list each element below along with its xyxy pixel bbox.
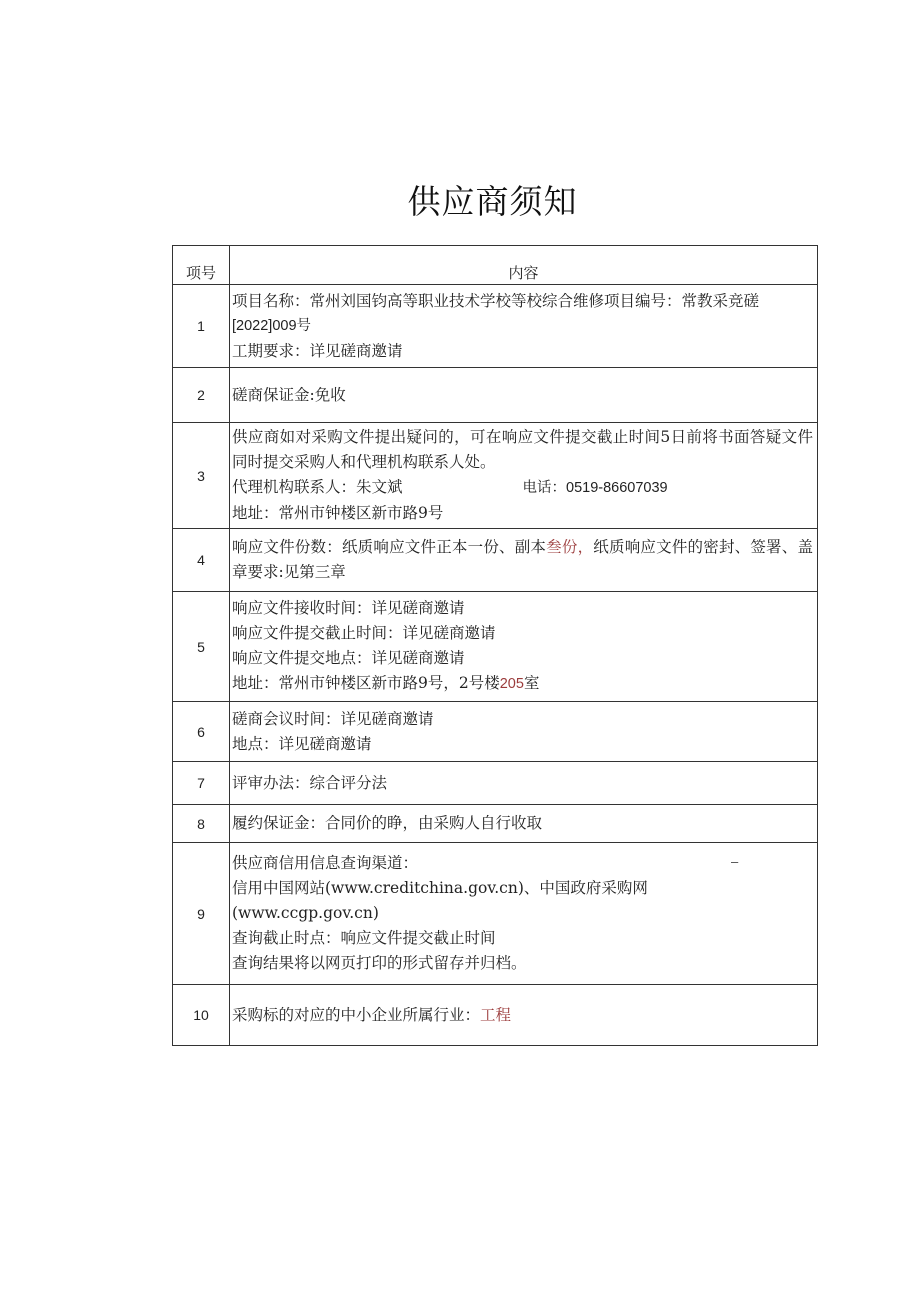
address-main: 地址：常州市钟楼区新市路9号，2号楼 — [232, 674, 500, 692]
query-archive-line: 查询结果将以网页打印的形式留存并归档。 — [232, 954, 527, 972]
query-deadline-line: 查询截止时点：响应文件提交截止时间 — [232, 929, 496, 947]
table-row — [173, 285, 818, 368]
row-content — [230, 592, 818, 702]
table-row — [173, 592, 818, 702]
supplier-notice-table — [172, 245, 818, 1046]
submit-place-line: 响应文件提交地点：详见磋商邀请 — [232, 649, 465, 667]
table-row — [173, 529, 818, 592]
submit-address-line — [232, 671, 813, 697]
row-number: 4 — [173, 529, 230, 592]
row-content — [230, 843, 818, 985]
row-number: 3 — [173, 423, 230, 529]
row-content — [230, 423, 818, 529]
stray-dash-mark: – — [731, 854, 739, 869]
meeting-time-line: 磋商会议时间：详见磋商邀请 — [232, 709, 434, 728]
project-name-line: 项目名称：常州刘国钧高等职业技术学校等校综合维修项目编号：常教采竞磋 — [232, 291, 760, 310]
table-row — [173, 762, 818, 805]
inquiry-text: 供应商如对采购文件提出疑问的，可在响应文件提交截止时间5日前将书面答疑文件同时提交采购人和代理机构联系人处。 — [232, 428, 813, 471]
room-number: 205 — [499, 676, 524, 692]
credit-channel-line: 供应商信用信息查询渠道： — [232, 854, 419, 872]
row-content — [230, 702, 818, 762]
row-number: 2 — [173, 368, 230, 423]
meeting-place-line: 地点：详见磋商邀请 — [232, 734, 372, 753]
table-row — [173, 805, 818, 843]
row-content — [230, 368, 818, 423]
header-content: 内容 — [230, 246, 818, 285]
receive-time-line: 响应文件接收时间：详见磋商邀请 — [232, 599, 465, 617]
row-number: 7 — [173, 762, 230, 805]
contact-line — [232, 475, 813, 501]
copies-count: 叁份， — [546, 538, 594, 556]
table-row — [173, 702, 818, 762]
copies-text — [232, 535, 813, 585]
row-content — [230, 762, 818, 805]
row-content — [230, 529, 818, 592]
table-header-row — [173, 246, 818, 285]
ccgp-url-line: (www.ccgp.gov.cn) — [232, 904, 379, 922]
table-row — [173, 368, 818, 423]
evaluation-line: 评审办法：综合评分法 — [232, 773, 388, 792]
room-suffix: 室 — [523, 674, 540, 692]
agency-contact: 代理机构联系人：朱文斌 — [232, 478, 403, 496]
row-number: 1 — [173, 285, 230, 368]
schedule-line: 工期要求：详见磋商邀请 — [232, 341, 403, 360]
credit-sites-line: 信用中国网站(www.creditchina.gov.cn)、中国政府采购网 — [232, 879, 648, 897]
agency-address: 地址：常州市钟楼区新市路9号 — [232, 504, 444, 522]
copies-prefix: 响应文件份数：纸质响应文件正本一份、副本 — [232, 538, 547, 556]
row-content — [230, 285, 818, 368]
row-content — [230, 805, 818, 843]
industry-value: 工程 — [480, 1005, 512, 1024]
row-number: 5 — [173, 592, 230, 702]
industry-line — [232, 1003, 813, 1028]
table-row — [173, 843, 818, 985]
agency-phone: 电话：0519-86607039 — [522, 480, 668, 496]
row-number: 9 — [173, 843, 230, 985]
row-number: 8 — [173, 805, 230, 843]
row-content — [230, 985, 818, 1046]
performance-deposit-line: 履约保证金：合同价的睁，由采购人自行收取 — [232, 814, 543, 832]
copies-suffix: 纸质响应文件的密封、签署、盖章要求:见第三章 — [232, 538, 813, 581]
project-number-line: [2022]009号 — [232, 317, 312, 334]
table-row — [173, 423, 818, 529]
page-title: 供应商须知 — [407, 182, 578, 221]
row-number: 6 — [173, 702, 230, 762]
table-row — [173, 985, 818, 1046]
deposit-line: 磋商保证金:免收 — [232, 385, 346, 404]
deadline-line: 响应文件提交截止时间：详见磋商邀请 — [232, 624, 496, 642]
header-item-number: 项号 — [173, 246, 230, 285]
industry-label: 采购标的对应的中小企业所属行业： — [232, 1005, 481, 1024]
row-number: 10 — [173, 985, 230, 1046]
